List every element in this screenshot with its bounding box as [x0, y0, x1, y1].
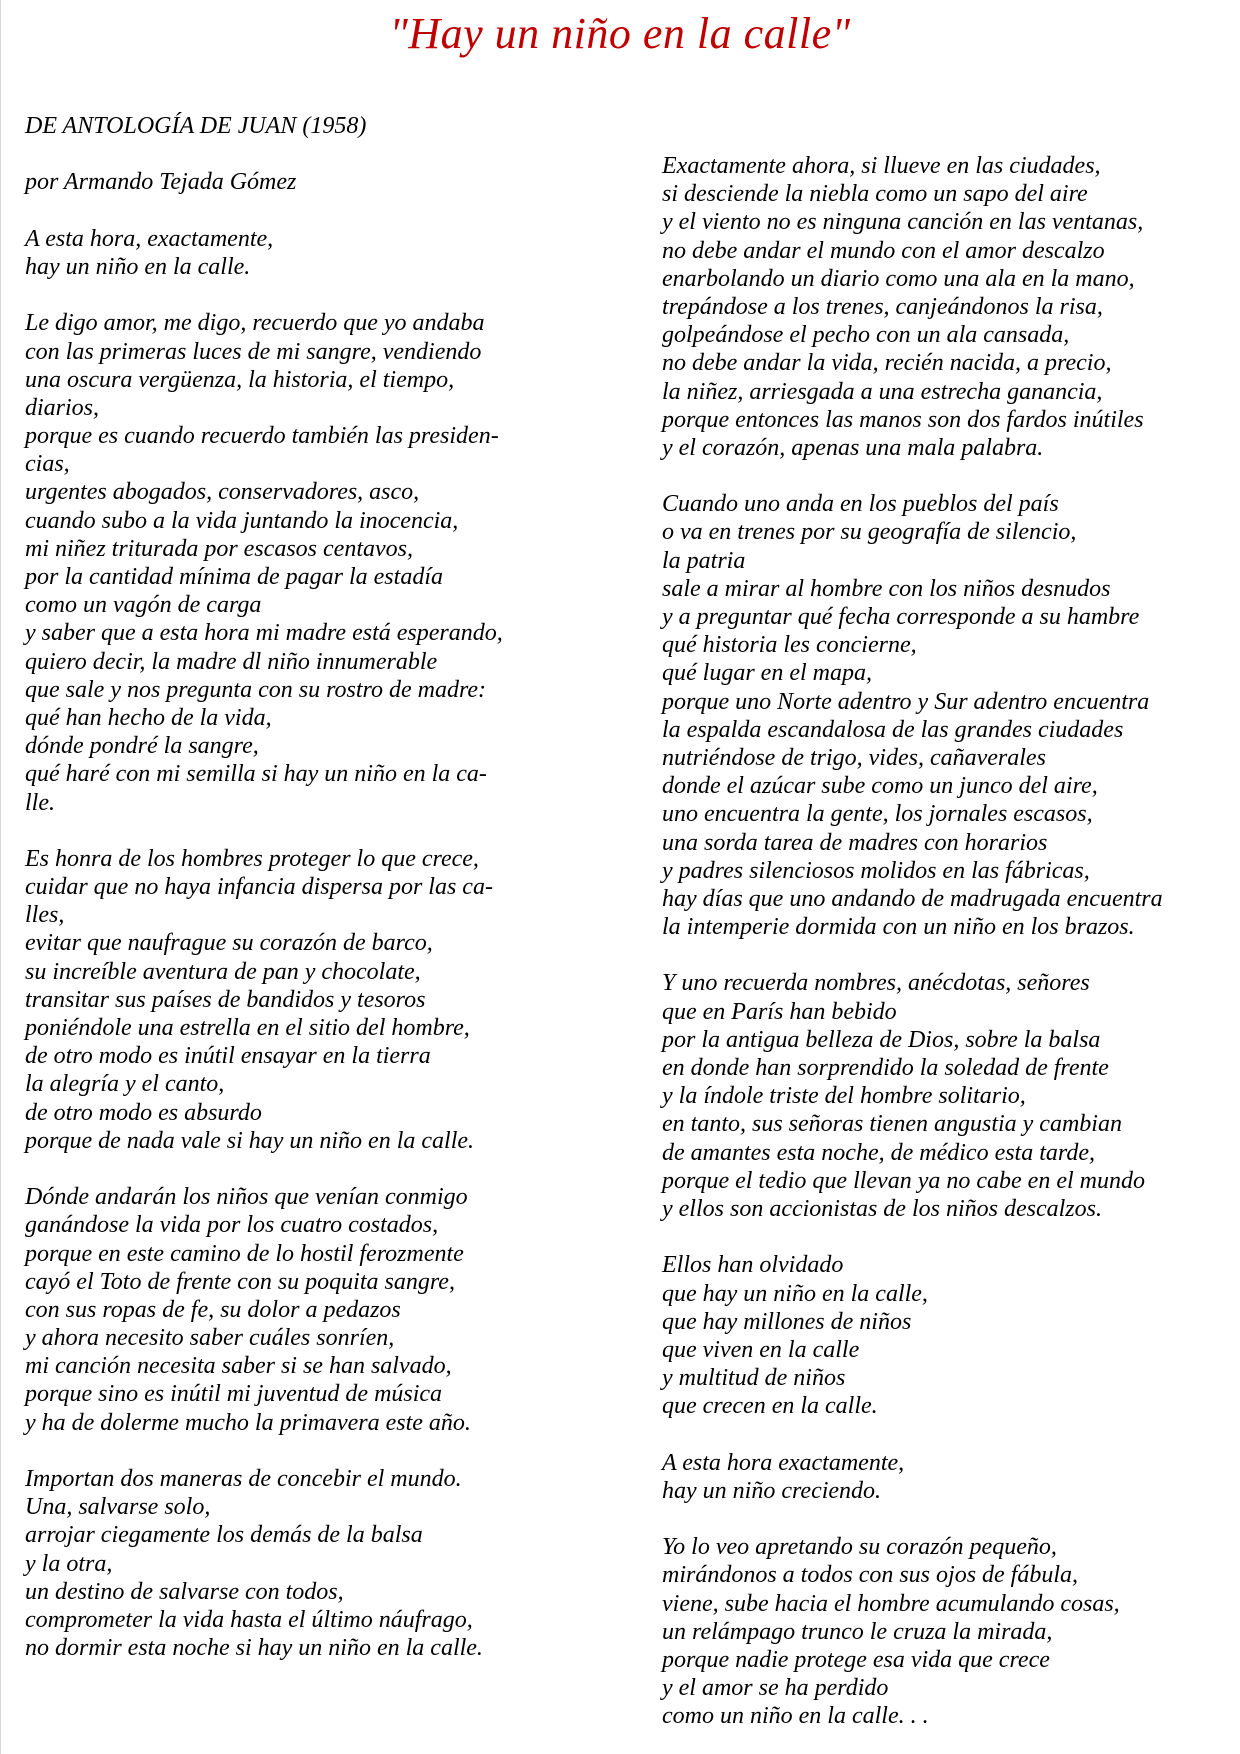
- poem-line: uno encuentra la gente, los jornales escasos,: [662, 801, 1093, 828]
- poem-line: Importan dos maneras de concebir el mundo.: [25, 1466, 462, 1492]
- poem-line: y a preguntar qué fecha corresponde a su hambre: [662, 604, 1140, 630]
- poem-line: que hay un niño en la calle,: [662, 1280, 928, 1307]
- poem-line: DE ANTOLOGÍA DE JUAN (1958): [25, 113, 367, 139]
- poem-line: cayó el Toto de frente con su poquita sangre,: [25, 1268, 455, 1295]
- poem-line: mi canción necesita saber si se han salvado,: [25, 1353, 452, 1380]
- poem-line: y ellos son accionistas de los niños descalzos.: [662, 1195, 1102, 1222]
- poem-line: y padres silenciosos molidos en las fábricas,: [662, 857, 1090, 884]
- poem-line: Le digo amor, me digo, recuerdo que yo andaba: [25, 310, 485, 337]
- poem-line: cias,: [25, 451, 70, 478]
- poem-line: evitar que naufrague su corazón de barco,: [25, 930, 433, 957]
- poem-line: que en París han bebido: [662, 998, 897, 1025]
- poem-line: poniéndole una estrella en el sitio del hombre,: [25, 1015, 470, 1041]
- poem-line: en donde han sorprendido la soledad de frente: [662, 1055, 1109, 1081]
- poem-line: Exactamente ahora, si llueve en las ciudades,: [662, 153, 1101, 179]
- poem-line: mirándonos a todos con sus ojos de fábula,: [662, 1562, 1079, 1589]
- poem-line: hay un niño en la calle.: [25, 253, 251, 280]
- poem-line: la intemperie dormida con un niño en los brazos.: [662, 914, 1135, 941]
- poem-line: porque uno Norte adentro y Sur adentro encuentra: [662, 688, 1150, 715]
- poem-line: y ahora necesito saber cuáles sonríen,: [25, 1325, 395, 1352]
- poem-line: la espalda escandalosa de las grandes ciudades: [662, 716, 1124, 743]
- stanza-break: [662, 462, 1240, 490]
- poem-line: que sale y nos pregunta con su rostro de madre:: [25, 676, 487, 703]
- poem-line: donde el azúcar sube como un junco del aire,: [662, 773, 1098, 800]
- poem-line: A esta hora exactamente,: [662, 1449, 905, 1476]
- poem-line: como un niño en la calle. . .: [662, 1703, 929, 1730]
- poem-line: arrojar ciegamente los demás de la balsa: [25, 1522, 423, 1549]
- poem-line: y el viento no es ninguna canción en las ventanas,: [662, 209, 1144, 236]
- poem-line: la alegría y el canto,: [25, 1071, 225, 1098]
- stanza-break: [662, 1420, 1240, 1448]
- poem-line: porque de nada vale si hay un niño en la calle.: [25, 1127, 475, 1154]
- poem-line: enarbolando un diario como una ala en la mano,: [662, 265, 1135, 292]
- poem-line: Una, salvarse solo,: [25, 1494, 211, 1521]
- poem-line: porque el tedio que llevan ya no cabe en el mundo: [662, 1167, 1145, 1194]
- poem-line: que hay millones de niños: [662, 1308, 912, 1335]
- poem-line: Yo lo veo apretando su corazón pequeño,: [662, 1534, 1057, 1561]
- poem-line: qué han hecho de la vida,: [25, 704, 272, 731]
- stanza-break: [25, 140, 625, 168]
- poem-line: porque sino es inútil mi juventud de música: [25, 1381, 443, 1408]
- poem-line: qué haré con mi semilla si hay un niño en la ca-: [25, 761, 487, 788]
- poem-line: por Armando Tejada Gómez: [25, 169, 297, 196]
- poem-line: y la índole triste del hombre solitario,: [662, 1083, 1026, 1110]
- poem-line: la patria: [662, 547, 746, 574]
- poem-line: y multitud de niños: [662, 1365, 846, 1392]
- poem-line: con las primeras luces de mi sangre, vendiendo: [25, 338, 482, 365]
- poem-line: de amantes esta noche, de médico esta tarde,: [662, 1139, 1095, 1166]
- poem-line: en tanto, sus señoras tienen angustia y cambian: [662, 1111, 1122, 1138]
- poem-line: que crecen en la calle.: [662, 1393, 878, 1420]
- poem-line: no dormir esta noche si hay un niño en la calle.: [25, 1635, 483, 1662]
- poem-title: "Hay un niño en la calle": [389, 9, 851, 58]
- poem-line: ganándose la vida por los cuatro costados,: [25, 1212, 439, 1239]
- poem-line: mi niñez triturada por escasos centavos,: [25, 535, 413, 562]
- poem-line: de otro modo es inútil ensayar en la tierra: [25, 1043, 431, 1070]
- poem-line: Cuando uno anda en los pueblos del país: [662, 491, 1059, 518]
- poem-line: diarios,: [25, 394, 100, 421]
- poem-line: como un vagón de carga: [25, 592, 262, 619]
- poem-line: trepándose a los trenes, canjeándonos la risa,: [662, 293, 1103, 320]
- poem-line: Y uno recuerda nombres, anécdotas, señores: [662, 970, 1090, 997]
- poem-line: qué historia les concierne,: [662, 632, 917, 659]
- poem-line: su increíble aventura de pan y chocolate,: [25, 958, 421, 985]
- poem-line: porque en este camino de lo hostil ferozmente: [25, 1240, 464, 1267]
- poem-line: Ellos han olvidado: [662, 1252, 844, 1279]
- poem-line: hay un niño creciendo.: [662, 1477, 882, 1504]
- poem-line: un destino de salvarse con todos,: [25, 1578, 344, 1605]
- poem-line: y ha de dolerme mucho la primavera este año.: [25, 1409, 471, 1436]
- poem-line: cuidar que no haya infancia dispersa por las ca-: [25, 874, 493, 901]
- poem-line: si desciende la niebla como un sapo del aire: [662, 181, 1088, 208]
- stanza-break: [25, 1155, 625, 1183]
- poem-line: transitar sus países de bandidos y tesoros: [25, 986, 426, 1013]
- poem-line: hay días que uno andando de madrugada encuentra: [662, 885, 1163, 912]
- stanza-break: [25, 197, 625, 225]
- poem-line: golpeándose el pecho con un ala cansada,: [662, 322, 1070, 349]
- stanza-break: [662, 1223, 1240, 1251]
- poem-line: A esta hora, exactamente,: [25, 225, 274, 252]
- poem-line: cuando subo a la vida juntando la inocencia,: [25, 507, 459, 534]
- poem-line: no debe andar la vida, recién nacida, a precio,: [662, 350, 1112, 377]
- stanza-break: [25, 281, 625, 309]
- poem-line: y la otra,: [25, 1550, 113, 1577]
- poem-line: quiero decir, la madre dl niño innumerable: [25, 648, 438, 675]
- poem-line: o va en trenes por su geografía de silencio,: [662, 519, 1077, 546]
- page-left-edge: [0, 0, 1, 1754]
- poem-line: una oscura vergüenza, la historia, el tiempo,: [25, 366, 455, 393]
- poem-line: Dónde andarán los niños que venían conmigo: [25, 1184, 468, 1211]
- poem-line: un relámpago trunco le cruza la mirada,: [662, 1618, 1053, 1645]
- poem-line: y el corazón, apenas una mala palabra.: [662, 434, 1044, 461]
- stanza-break: [662, 1505, 1240, 1533]
- left-column: [25, 112, 625, 1662]
- poem-line: y el amor se ha perdido: [662, 1675, 889, 1702]
- poem-line: una sorda tarea de madres con horarios: [662, 829, 1048, 856]
- poem-line: viene, sube hacia el hombre acumulando cosas,: [662, 1590, 1120, 1617]
- poem-line: dónde pondré la sangre,: [25, 733, 259, 760]
- stanza-break: [662, 941, 1240, 969]
- poem-line: por la antigua belleza de Dios, sobre la balsa: [662, 1026, 1101, 1053]
- poem-line: no debe andar el mundo con el amor descalzo: [662, 237, 1105, 264]
- poem-line: porque nadie protege esa vida que crece: [662, 1646, 1050, 1673]
- poem-line: qué lugar en el mapa,: [662, 660, 872, 687]
- poem-line: nutriéndose de trigo, vides, cañaverales: [662, 744, 1046, 771]
- poem-line: urgentes abogados, conservadores, asco,: [25, 479, 420, 506]
- stanza-break: [25, 817, 625, 845]
- poem-line: por la cantidad mínima de pagar la estadía: [25, 564, 443, 590]
- poem-line: lle.: [25, 789, 55, 816]
- poem-line: porque entonces las manos son dos fardos inútiles: [662, 406, 1144, 433]
- poem-line: porque es cuando recuerdo también las presiden-: [25, 423, 499, 450]
- right-column: [662, 152, 1240, 1731]
- poem-line: que viven en la calle: [662, 1336, 860, 1363]
- poem-line: y saber que a esta hora mi madre está esperando,: [25, 620, 503, 647]
- poem-line: con sus ropas de fe, su dolor a pedazos: [25, 1296, 401, 1323]
- poem-line: la niñez, arriesgada a una estrecha ganancia,: [662, 378, 1103, 405]
- stanza-break: [25, 1437, 625, 1465]
- poem-line: comprometer la vida hasta el último náufrago,: [25, 1606, 473, 1633]
- poem-line: Es honra de los hombres proteger lo que crece,: [25, 845, 479, 872]
- poem-line: de otro modo es absurdo: [25, 1099, 262, 1126]
- poem-line: lles,: [25, 902, 65, 929]
- poem-line: sale a mirar al hombre con los niños desnudos: [662, 575, 1111, 602]
